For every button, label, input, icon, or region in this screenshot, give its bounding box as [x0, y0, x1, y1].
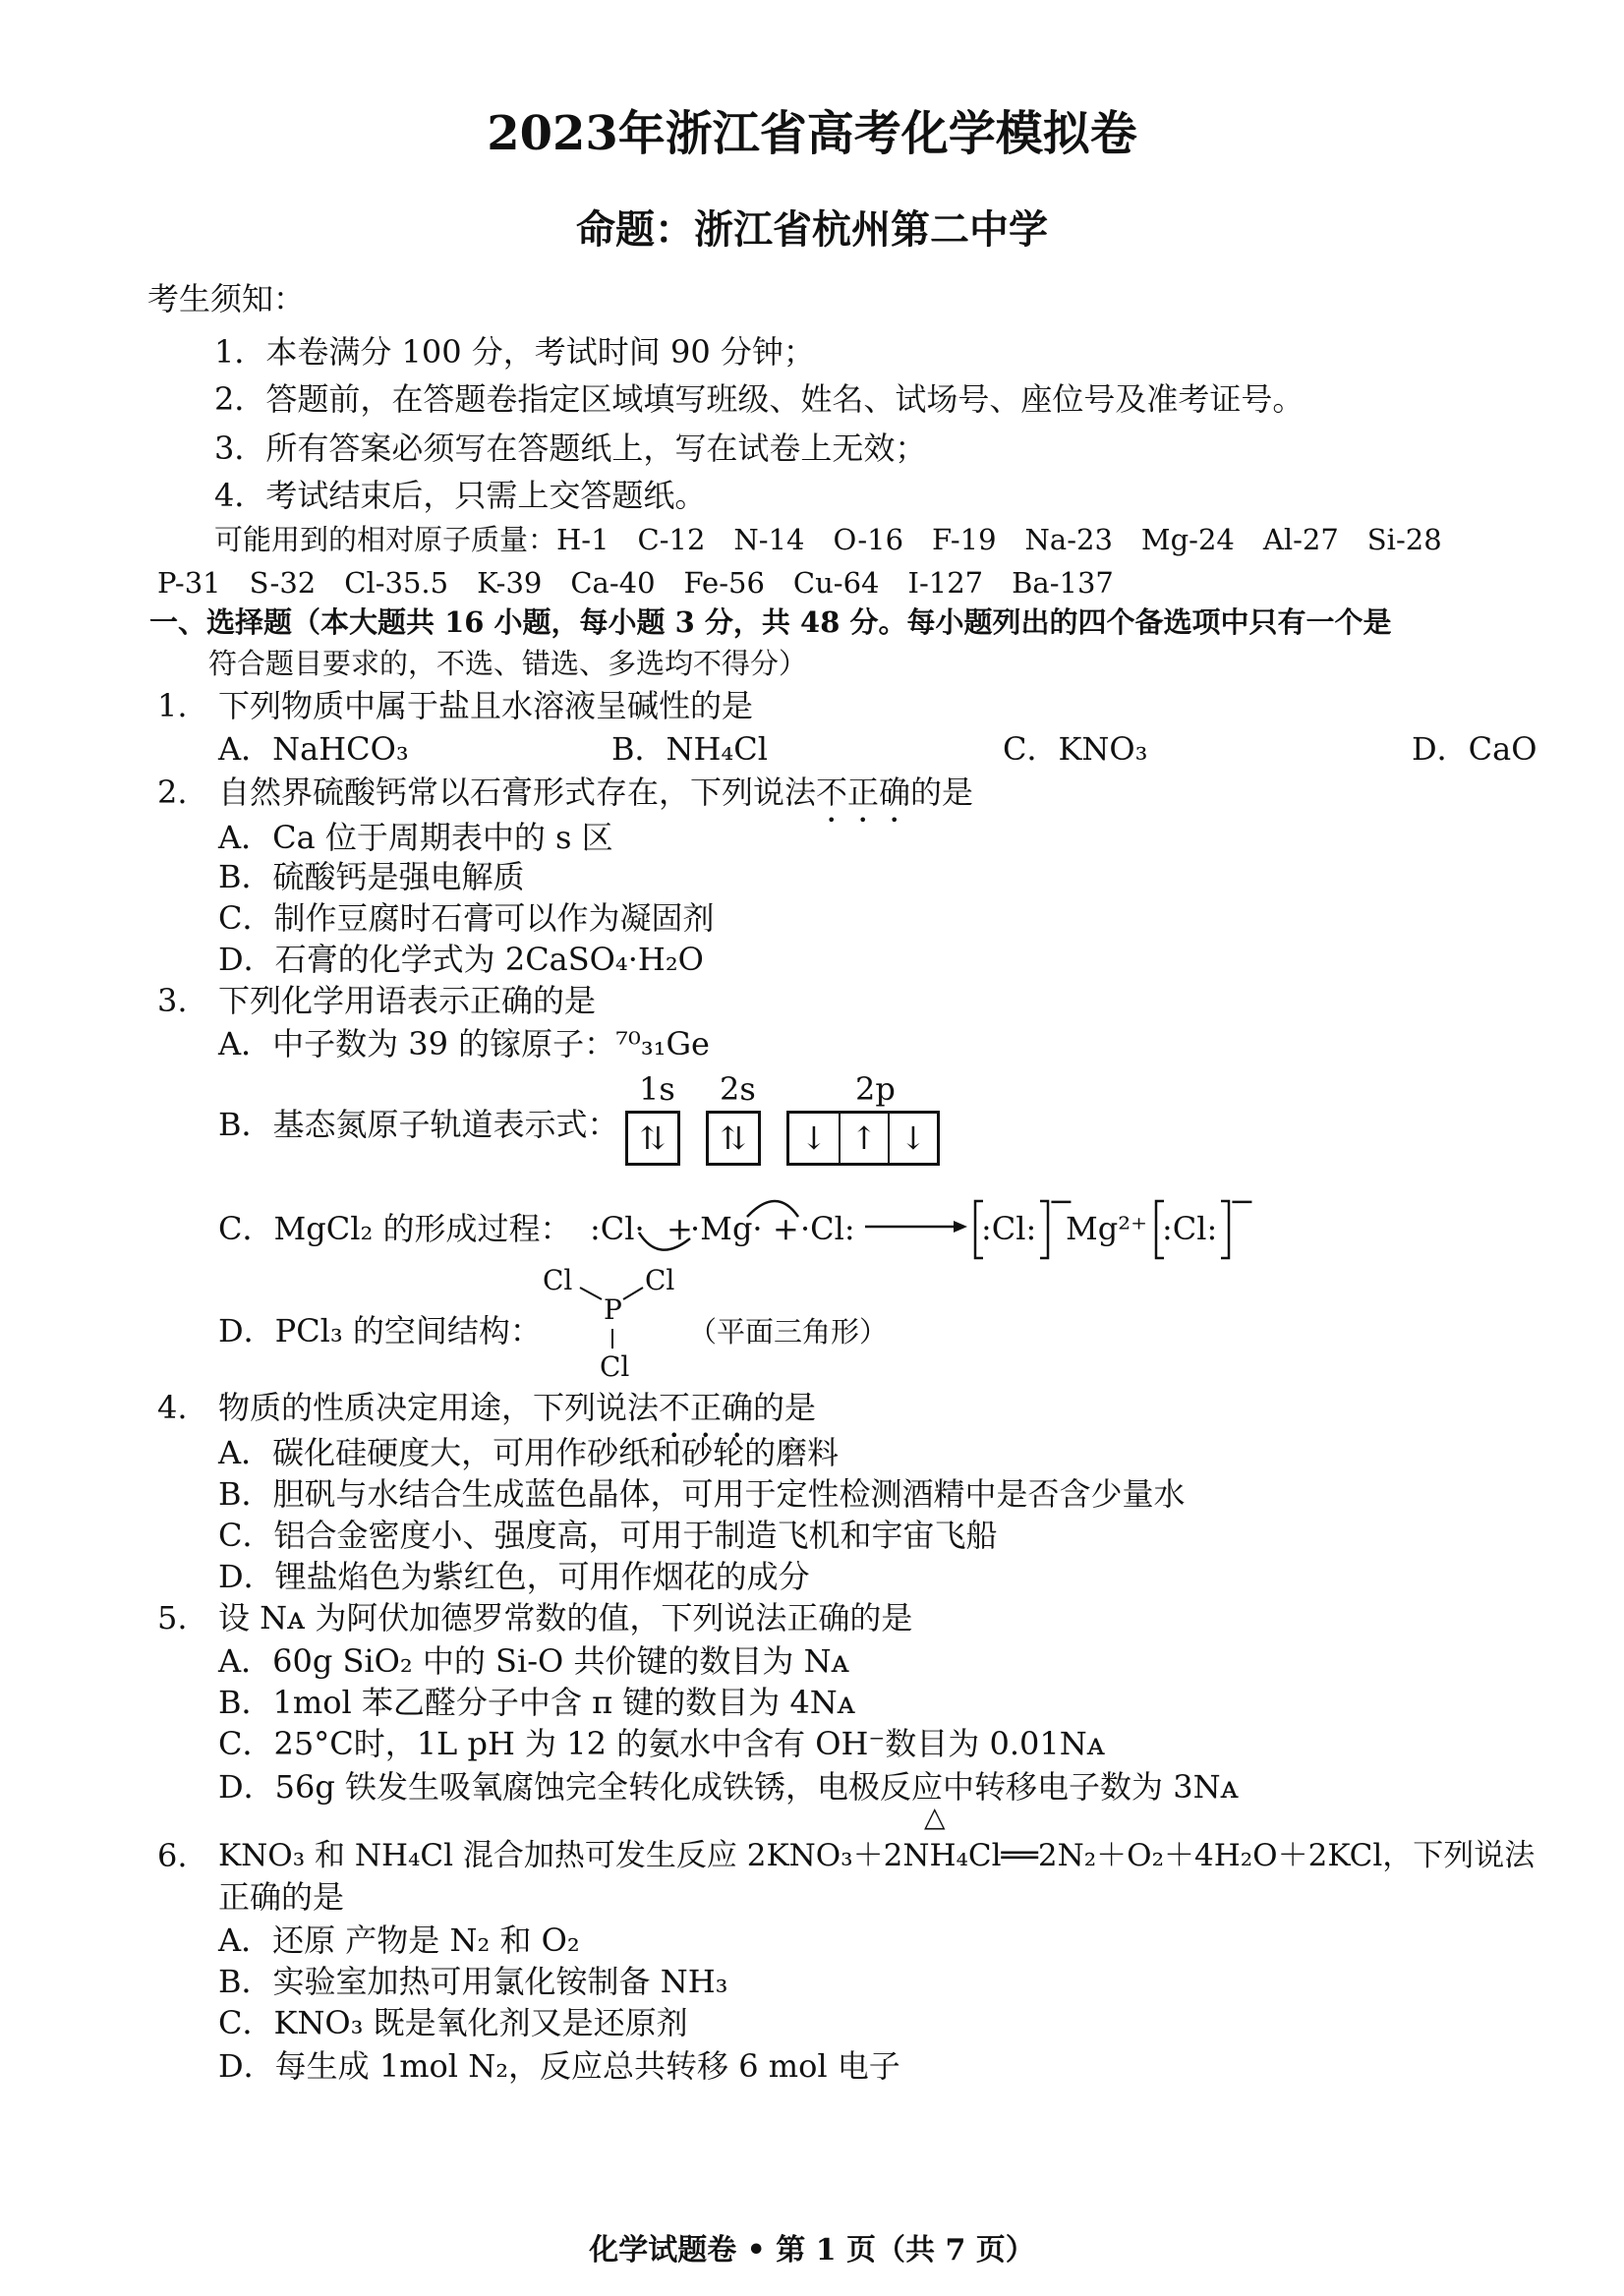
ion-charge: − — [1229, 1182, 1255, 1220]
chloride-ion-right: :Cl: — [1162, 1210, 1218, 1247]
question-stem: 下列物质中属于盐且水溶液呈碱性的是 — [218, 687, 754, 724]
option-b: B．胆矾与水结合生成蓝色晶体，可用于定性检测酒精中是否含少量水 — [218, 1475, 1186, 1513]
orbital-label-1s: 1s — [639, 1070, 675, 1108]
question-number: 3. — [157, 982, 188, 1019]
option-a: A．NaHCO₃ — [218, 730, 409, 768]
exam-subtitle: 命题：浙江省杭州第二中学 — [576, 206, 1048, 253]
stem-post: 的是 — [753, 1389, 817, 1426]
plus-sign: + — [773, 1210, 799, 1247]
question-stem-line-2: 正确的是 — [218, 1878, 345, 1916]
option-c-label: C．MgCl₂ 的形成过程： — [218, 1210, 572, 1247]
option-d: D．锂盐焰色为紫红色，可用作烟花的成分 — [218, 1558, 810, 1595]
chloride-ion-left: :Cl: — [981, 1210, 1037, 1247]
magnesium-atom: ·Mg· — [690, 1210, 763, 1247]
option-d: D．56g 铁发生吸氧腐蚀完全转化成铁锈，电极反应中转移电子数为 3Nᴀ — [218, 1768, 1239, 1806]
plus-sign: + — [667, 1210, 693, 1247]
phosphorus-atom: P — [604, 1293, 622, 1326]
option-b: B．NH₄Cl — [611, 730, 768, 768]
notice-heading: 考生须知： — [147, 280, 306, 317]
electron-pair-icon: ⇅ — [639, 1119, 667, 1157]
orbital-box-2p — [786, 1111, 940, 1166]
option-c: C．KNO₃ — [1003, 730, 1148, 768]
question-number: 4. — [157, 1389, 188, 1426]
electron-down-arrow-icon: ↓ — [800, 1119, 828, 1157]
question-number: 5. — [157, 1599, 188, 1636]
notice-item-1: 1．本卷满分 100 分，考试时间 90 分钟； — [214, 333, 815, 371]
electron-up-arrow-icon: ↑ — [839, 1114, 888, 1163]
heat-symbol: △ — [924, 1801, 946, 1833]
ion-charge: − — [1048, 1182, 1074, 1220]
question-stem: 设 Nᴀ 为阿伏加德罗常数的值，下列说法正确的是 — [218, 1599, 913, 1636]
orbital-diagram — [625, 1070, 979, 1189]
option-d: D．石膏的化学式为 2CaSO₄·H₂O — [218, 941, 704, 978]
notice-item-2: 2．答题前，在答题卷指定区域填写班级、姓名、试场号、座位号及准考证号。 — [214, 380, 1305, 418]
atomic-masses-line-2: P-31 S-32 Cl-35.5 K-39 Ca-40 Fe-56 Cu-64 I-127 Ba-137 — [157, 566, 1114, 600]
stem-pre: 自然界硫酸钙常以石膏形式存在，下列说法 — [218, 774, 817, 811]
question-stem-line-1: KNO₃ 和 NH₄Cl 混合加热可发生反应 2KNO₃＋2NH₄Cl══2N₂＋O₂＋4H₂O＋2KCl，下列说法 — [218, 1838, 1536, 1873]
option-d-label: D．PCl₃ 的空间结构： — [218, 1312, 542, 1349]
page-footer: 化学试题卷 • 第 1 页（共 7 页） — [589, 2233, 1035, 2267]
orbital-label-2s: 2s — [720, 1070, 756, 1108]
stem-pre: 物质的性质决定用途，下列说法 — [218, 1389, 660, 1426]
section-heading-line-2: 符合题目要求的，不选、错选、多选均不得分） — [208, 647, 808, 680]
chlorine-atom: Cl — [543, 1264, 573, 1296]
pcl3-structure-diagram — [539, 1264, 686, 1392]
orbital-box-2s — [706, 1111, 761, 1166]
shape-note: （平面三角形） — [688, 1315, 889, 1349]
notice-item-4: 4．考试结束后，只需上交答题纸。 — [214, 477, 707, 514]
question-number: 1. — [157, 687, 188, 724]
option-d: D．CaO — [1412, 730, 1537, 768]
stem-post: 的是 — [910, 774, 974, 811]
option-d: D．每生成 1mol N₂，反应总共转移 6 mol 电子 — [218, 2047, 900, 2085]
option-a: A．中子数为 39 的镓原子：⁷⁰₃₁Ge — [218, 1025, 710, 1062]
chlorine-atom: Cl — [645, 1264, 675, 1296]
section-heading-line-1: 一、选择题（本大题共 16 小题，每小题 3 分，共 48 分。每小题列出的四个备选项中只有一个是 — [149, 605, 1392, 639]
option-a: A．60g SiO₂ 中的 Si-O 共价键的数目为 Nᴀ — [218, 1642, 849, 1680]
notice-item-3: 3．所有答案必须写在答题纸上，写在试卷上无效； — [214, 430, 927, 467]
question-number: 6. — [157, 1837, 188, 1874]
option-a: A．还原 产物是 N₂ 和 O₂ — [218, 1922, 580, 1959]
orbital-box-1s — [625, 1111, 680, 1166]
electron-down-arrow-icon: ↓ — [888, 1114, 937, 1163]
stem-emphasis: 不正确 — [816, 774, 911, 811]
chlorine-atom: Cl — [600, 1350, 630, 1383]
option-b: B．硫酸钙是强电解质 — [218, 858, 525, 895]
chlorine-atom-left: :Cl· — [590, 1210, 645, 1247]
option-a: A．Ca 位于周期表中的 s 区 — [218, 819, 613, 856]
orbital-label-2p: 2p — [855, 1070, 896, 1108]
exam-title: 2023年浙江省高考化学模拟卷 — [487, 106, 1137, 161]
option-c: C．铝合金密度小、强度高，可用于制造飞机和宇宙飞船 — [218, 1517, 998, 1554]
stem-emphasis: 不正确 — [659, 1389, 754, 1426]
electron-pair-icon: ⇅ — [720, 1119, 747, 1157]
option-b-label: B．基态氮原子轨道表示式： — [218, 1106, 619, 1143]
option-b: B．实验室加热可用氯化铵制备 NH₃ — [218, 1963, 728, 2000]
question-stem: 下列化学用语表示正确的是 — [218, 982, 597, 1019]
option-c: C．KNO₃ 既是氧化剂又是还原剂 — [218, 2004, 688, 2041]
question-number: 2. — [157, 774, 188, 811]
option-c: C．制作豆腐时石膏可以作为凝固剂 — [218, 899, 715, 937]
option-b: B．1mol 苯乙醛分子中含 π 键的数目为 4Nᴀ — [218, 1684, 855, 1721]
option-a: A．碳化硅硬度大，可用作砂纸和砂轮的磨料 — [218, 1434, 840, 1471]
option-c: C．25°C时，1L pH 为 12 的氨水中含有 OH⁻数目为 0.01Nᴀ — [218, 1725, 1105, 1762]
atomic-masses-line-1: 可能用到的相对原子质量：H-1 C-12 N-14 O-16 F-19 Na-23 Mg-24 Al-27 Si-28 — [214, 523, 1442, 556]
chlorine-atom-right: ·Cl: — [800, 1210, 855, 1247]
magnesium-ion: Mg²⁺ — [1066, 1210, 1147, 1247]
